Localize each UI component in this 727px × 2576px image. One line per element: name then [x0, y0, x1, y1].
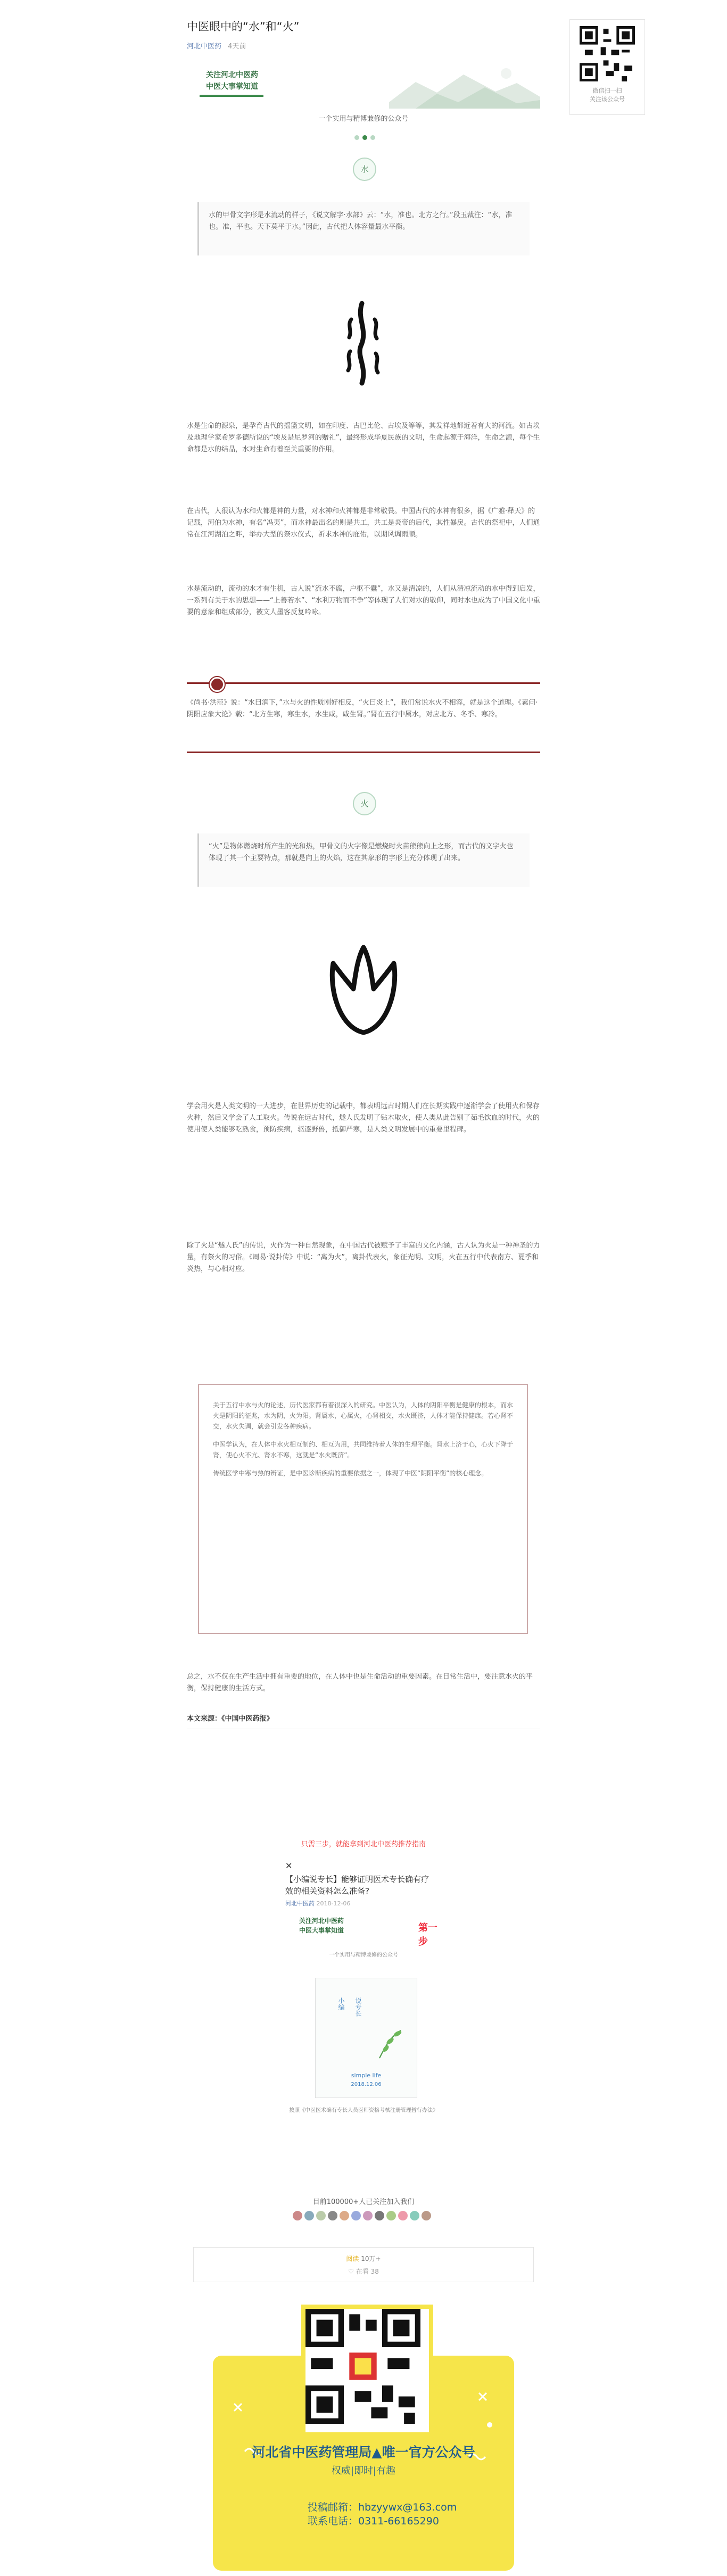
guide-card-slogan: 一个实用与精博兼修的公众号: [329, 1952, 398, 1958]
guide-card-meta: [285, 1899, 350, 1908]
water-quote: 水的甲骨文字形是水流动的样子，《说文解字·水部》云：“水，准也。北方之行。”段玉裁注：“水，准也。准，平也。天下莫平于水。”因此，古代把人体容量最水平衡。: [197, 202, 530, 255]
qr-caption-follow: 关注该公众号: [590, 96, 625, 103]
banner-underline: [200, 95, 263, 97]
avatar: [340, 2211, 349, 2220]
fire-paragraph-1: 学会用火是人类文明的一大进步，在世界历史的记载中，都表明远古时期人们在长期实践中逐渐学会了使用火和保存火种，然后又学会了人工取火。传说在远古时代，燧人氏发明了钻木取火，使人类从此告别了茹毛饮血的时代，火的使用使人类能够吃熟食，预防疾病，驱逐野兽，抵御严寒，是人类文明发展中的重要里程碑。: [187, 1102, 540, 1134]
guide-banner-line-1: 关注河北中医药: [299, 1917, 344, 1925]
water-paragraph-2: 在古代，人很认为水和火都是神的力量，对水神和火神都是非常敬畏。中国古代的水神有很多，据《广雅·释天》的记载，河伯为水神，有名“冯夷”，而水神最出名的则是共工，共工是炎帝的后代，其性暴戾。古代的祭祀中，人们通常在江河湖泊之畔，举办大型的祭水仪式，祈求水神的庇佑，以期风调雨顺。: [187, 507, 540, 539]
banner-slogan: 一个实用与精博兼修的公众号: [318, 115, 409, 123]
hero-slogan: simple life: [351, 2072, 382, 2079]
hero-date: 2018.12.06: [351, 2082, 382, 2087]
carousel-dot-active[interactable]: [362, 135, 367, 140]
qr-code-icon: [580, 26, 635, 81]
avatar: [410, 2211, 419, 2220]
account-link[interactable]: 河北中医药: [187, 43, 222, 51]
article-source: 本文来源：《中国中医药报》: [187, 1715, 274, 1723]
poster-phone: 联系电话：0311-66165290: [308, 2515, 439, 2527]
read-count: 10万+: [361, 2255, 381, 2263]
water-paragraph-3: 水是流动的，流动的水才有生机，古人说“流水不腐，户枢不蠹”，水又是清凉的，人们从清凉流动的水中得到启发，一系列有关于水的思想——“上善若水”、“水利万物而不争”等体现了人们对水的敬仰，同时水也成为了中国文化中重要的意象和组成部分，被文人墨客反复吟咏。: [187, 585, 540, 616]
close-icon: ✕: [285, 1861, 293, 1871]
avatar: [351, 2211, 361, 2220]
fire-paragraph-2: 除了火是“燧人氏”的传说，火作为一种自然现象，在中国古代被赋予了丰富的文化内涵，古人认为火是一种神圣的力量，有祭火的习俗。《周易·说卦传》中说：“离为火”，离卦代表火，象征光明、文明，火在五行中代表南方、夏季和炎热，与心相对应。: [187, 1242, 540, 1273]
water-paragraph-4: 《尚书·洪范》说：“水曰润下，”水与火的性质刚好相反，“火曰炎上”，我们常说水火不相容，就是这个道理。《素问·阴阳应象大论》载：“北方生寒，寒生水，水生咸，咸生肾。”肾在五行中属水，对应北方、冬季、寒冷。: [187, 699, 538, 719]
avatar: [386, 2211, 396, 2220]
hero-vertical-2: 说专长: [354, 1997, 362, 2017]
water-glyph-icon: [341, 298, 389, 389]
poster-qr-code-icon: [305, 2309, 420, 2424]
note-paragraph-3: 传统医学中寒与热的辨证，是中医诊断疾病的重要依据之一，体现了中医“阴阳平衡”的核心理念。: [213, 1469, 488, 1477]
water-badge: 水: [353, 158, 376, 181]
leaf-icon: [374, 2026, 406, 2063]
avatar: [375, 2211, 384, 2220]
carousel-dots: [354, 135, 376, 141]
poster-account-name: 河北省中医药管理局▲唯一官方公众号: [252, 2445, 475, 2460]
avatar: [304, 2211, 314, 2220]
qr-caption-scan: 微信扫一扫: [592, 87, 622, 94]
avatar: [422, 2211, 431, 2220]
article-title: 中医眼中的“水”和“火”: [187, 20, 300, 33]
article-meta: [187, 40, 246, 51]
official-account-poster: [213, 2305, 514, 2571]
header-banner: [187, 60, 540, 109]
guide-card-hero: [315, 1978, 417, 2098]
seal-icon: [210, 677, 225, 692]
guide-card-time: 2018-12-06: [316, 1900, 351, 1907]
avatar: [363, 2211, 373, 2220]
hero-vertical-1: 小编: [337, 1997, 345, 2010]
poster-qr-card: [301, 2305, 433, 2437]
closing-paragraph: 总之，水不仅在生产生活中拥有重要的地位，在人体中也是生命活动的重要因素。在日常生活中，要注意水火的平衡，保持健康的生活方式。: [187, 1673, 533, 1692]
avatar: [328, 2211, 337, 2220]
guide-tip: 只需三步，就能拿到河北中医药推荐指南: [301, 1840, 426, 1848]
guide-banner-line-2: 中医大事掌知道: [299, 1927, 344, 1934]
poster-motto: 权威|即时|有趣: [331, 2465, 396, 2476]
banner-line-1: 关注河北中医药: [206, 71, 258, 79]
note-paragraph-1: 关于五行中水与火的论述，历代医家都有着很深入的研究。中医认为，人体的阴阳平衡是健康的根本，而水火是阴阳的征兆，水为阴，火为阳。肾属水，心属火，心肾相交，水火既济，人体才能保持健康。若心肾不交，水火失调，就会引发各种疾病。: [213, 1401, 514, 1430]
like-row[interactable]: [194, 2267, 533, 2276]
guide-card-caption: 按照《中医医术确有专长人员医师资格考核注册管理暂行办法》: [289, 2108, 438, 2113]
like-label[interactable]: 在看: [356, 2268, 369, 2275]
water-paragraph-1: 水是生命的源泉，是孕育古代的摇篮文明，如在印度、古巴比伦、古埃及等等，其发祥地都近着有大的河流。如古埃及地理学家希罗多德所说的“埃及是尼罗河的赠礼”，最终形成华夏民族的文明，生命起源于海洋，生命之源，每个生命都是水的结晶，水对生命有着至关重要的作用。: [187, 422, 540, 453]
fire-glyph-icon: [318, 942, 409, 1043]
avatar: [398, 2211, 408, 2220]
section-divider-top: [187, 682, 540, 684]
fire-badge: 火: [353, 792, 376, 815]
like-icon[interactable]: ♡: [348, 2268, 354, 2275]
guide-card-title: 【小编说专长】能够证明医术专长确有疗效的相关资料怎么准备?: [285, 1875, 429, 1896]
follow-qr-panel: [569, 19, 645, 115]
publish-time: 4天前: [228, 43, 246, 51]
read-count-row: [194, 2254, 533, 2263]
guide-card: [282, 1847, 445, 2187]
avatar-row: [293, 2205, 442, 2228]
carousel-dot[interactable]: [354, 135, 359, 140]
fire-quote: “火”是物体燃烧时所产生的光和热，甲骨文的火字像是燃烧时火苗熊熊向上之形，而古代的文字火也体现了其一个主要特点，那就是向上的火焰，这在其象形的字形上充分体现了出来。: [197, 833, 530, 887]
note-box: [198, 1384, 528, 1634]
note-paragraph-2: 中医学认为，在人体中水火相互制约、相互为用，共同维持着人体的生理平衡。肾水上济于心，心火下降于肾，使心火不亢、肾水不寒，这就是“水火既济”。: [213, 1441, 514, 1459]
step-one-label: 第一步: [418, 1922, 437, 1947]
guide-card-banner: [282, 1909, 420, 1946]
section-divider-bottom: [187, 752, 540, 753]
read-label: 阅读: [346, 2255, 359, 2263]
like-count: 38: [370, 2268, 379, 2275]
carousel-dot[interactable]: [370, 135, 375, 140]
banner-line-2: 中医大事掌知道: [206, 82, 258, 91]
read-like-box: [193, 2247, 534, 2282]
guide-card-account: 河北中医药: [285, 1900, 315, 1907]
avatar: [316, 2211, 326, 2220]
avatar: [293, 2211, 302, 2220]
poster-email: 投稿邮箱：hbzyywx@163.com: [308, 2501, 457, 2513]
readers-count: 目前100000+人已关注加入我们: [312, 2198, 415, 2206]
